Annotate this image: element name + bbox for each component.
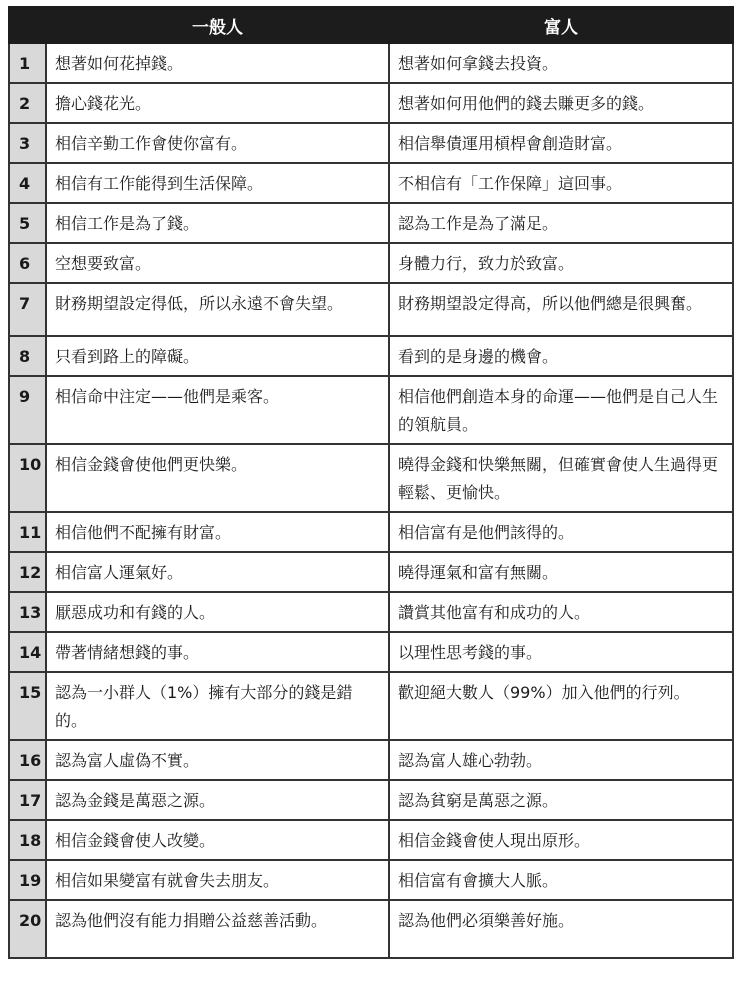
header-rich: 富人 bbox=[389, 7, 733, 43]
row-number: 6 bbox=[9, 243, 46, 283]
rich-cell: 財務期望設定得高，所以他們總是很興奮。 bbox=[389, 283, 733, 336]
row-number: 12 bbox=[9, 552, 46, 592]
ordinary-cell: 相信辛勤工作會使你富有。 bbox=[46, 123, 389, 163]
rich-cell: 想著如何用他們的錢去賺更多的錢。 bbox=[389, 83, 733, 123]
table-row bbox=[9, 243, 733, 283]
ordinary-cell: 只看到路上的障礙。 bbox=[46, 336, 389, 376]
table-row bbox=[9, 83, 733, 123]
ordinary-cell: 認為他們沒有能力捐贈公益慈善活動。 bbox=[46, 900, 389, 958]
row-number: 11 bbox=[9, 512, 46, 552]
ordinary-cell: 相信命中注定——他們是乘客。 bbox=[46, 376, 389, 444]
rich-cell: 曉得運氣和富有無關。 bbox=[389, 552, 733, 592]
table-row bbox=[9, 444, 733, 512]
row-number: 15 bbox=[9, 672, 46, 740]
row-number: 1 bbox=[9, 43, 46, 83]
rich-cell: 相信富有是他們該得的。 bbox=[389, 512, 733, 552]
row-number: 7 bbox=[9, 283, 46, 336]
table-row bbox=[9, 203, 733, 243]
row-number: 4 bbox=[9, 163, 46, 203]
ordinary-cell: 相信有工作能得到生活保障。 bbox=[46, 163, 389, 203]
rich-cell: 相信富有會擴大人脈。 bbox=[389, 860, 733, 900]
ordinary-cell: 想著如何花掉錢。 bbox=[46, 43, 389, 83]
row-number: 14 bbox=[9, 632, 46, 672]
table-row bbox=[9, 740, 733, 780]
rich-cell: 認為他們必須樂善好施。 bbox=[389, 900, 733, 958]
rich-cell: 認為貧窮是萬惡之源。 bbox=[389, 780, 733, 820]
header-row bbox=[9, 7, 733, 43]
table-row bbox=[9, 632, 733, 672]
table-row bbox=[9, 43, 733, 83]
ordinary-cell: 厭惡成功和有錢的人。 bbox=[46, 592, 389, 632]
row-number: 18 bbox=[9, 820, 46, 860]
rich-cell: 曉得金錢和快樂無關，但確實會使人生過得更輕鬆、更愉快。 bbox=[389, 444, 733, 512]
rich-cell: 讚賞其他富有和成功的人。 bbox=[389, 592, 733, 632]
row-number: 2 bbox=[9, 83, 46, 123]
table-row bbox=[9, 336, 733, 376]
ordinary-cell: 相信金錢會使他們更快樂。 bbox=[46, 444, 389, 512]
rich-cell: 相信舉債運用槓桿會創造財富。 bbox=[389, 123, 733, 163]
ordinary-cell: 相信他們不配擁有財富。 bbox=[46, 512, 389, 552]
table-row bbox=[9, 820, 733, 860]
table-row bbox=[9, 283, 733, 336]
ordinary-cell: 擔心錢花光。 bbox=[46, 83, 389, 123]
table-row bbox=[9, 900, 733, 958]
rich-cell: 歡迎絕大數人（99%）加入他們的行列。 bbox=[389, 672, 733, 740]
ordinary-cell: 相信如果變富有就會失去朋友。 bbox=[46, 860, 389, 900]
ordinary-cell: 空想要致富。 bbox=[46, 243, 389, 283]
row-number: 9 bbox=[9, 376, 46, 444]
rich-cell: 看到的是身邊的機會。 bbox=[389, 336, 733, 376]
row-number: 19 bbox=[9, 860, 46, 900]
rich-cell: 相信他們創造本身的命運——他們是自己人生的領航員。 bbox=[389, 376, 733, 444]
ordinary-cell: 財務期望設定得低，所以永遠不會失望。 bbox=[46, 283, 389, 336]
row-number: 10 bbox=[9, 444, 46, 512]
table-row bbox=[9, 123, 733, 163]
table-row bbox=[9, 376, 733, 444]
row-number: 17 bbox=[9, 780, 46, 820]
ordinary-cell: 相信工作是為了錢。 bbox=[46, 203, 389, 243]
rich-cell: 相信金錢會使人現出原形。 bbox=[389, 820, 733, 860]
rich-cell: 身體力行，致力於致富。 bbox=[389, 243, 733, 283]
row-number: 8 bbox=[9, 336, 46, 376]
rich-cell: 不相信有「工作保障」這回事。 bbox=[389, 163, 733, 203]
ordinary-cell: 帶著情緒想錢的事。 bbox=[46, 632, 389, 672]
table-row bbox=[9, 780, 733, 820]
table-row bbox=[9, 672, 733, 740]
row-number: 20 bbox=[9, 900, 46, 958]
rich-cell: 想著如何拿錢去投資。 bbox=[389, 43, 733, 83]
comparison-table bbox=[8, 6, 734, 959]
ordinary-cell: 認為金錢是萬惡之源。 bbox=[46, 780, 389, 820]
table-row bbox=[9, 592, 733, 632]
rich-cell: 認為富人雄心勃勃。 bbox=[389, 740, 733, 780]
header-number bbox=[9, 7, 46, 43]
ordinary-cell: 認為富人虛偽不實。 bbox=[46, 740, 389, 780]
row-number: 5 bbox=[9, 203, 46, 243]
ordinary-cell: 相信金錢會使人改變。 bbox=[46, 820, 389, 860]
table-row bbox=[9, 860, 733, 900]
table-row bbox=[9, 512, 733, 552]
rich-cell: 以理性思考錢的事。 bbox=[389, 632, 733, 672]
row-number: 13 bbox=[9, 592, 46, 632]
table-row bbox=[9, 552, 733, 592]
ordinary-cell: 認為一小群人（1%）擁有大部分的錢是錯的。 bbox=[46, 672, 389, 740]
ordinary-cell: 相信富人運氣好。 bbox=[46, 552, 389, 592]
row-number: 16 bbox=[9, 740, 46, 780]
row-number: 3 bbox=[9, 123, 46, 163]
table-row bbox=[9, 163, 733, 203]
header-ordinary: 一般人 bbox=[46, 7, 389, 43]
rich-cell: 認為工作是為了滿足。 bbox=[389, 203, 733, 243]
